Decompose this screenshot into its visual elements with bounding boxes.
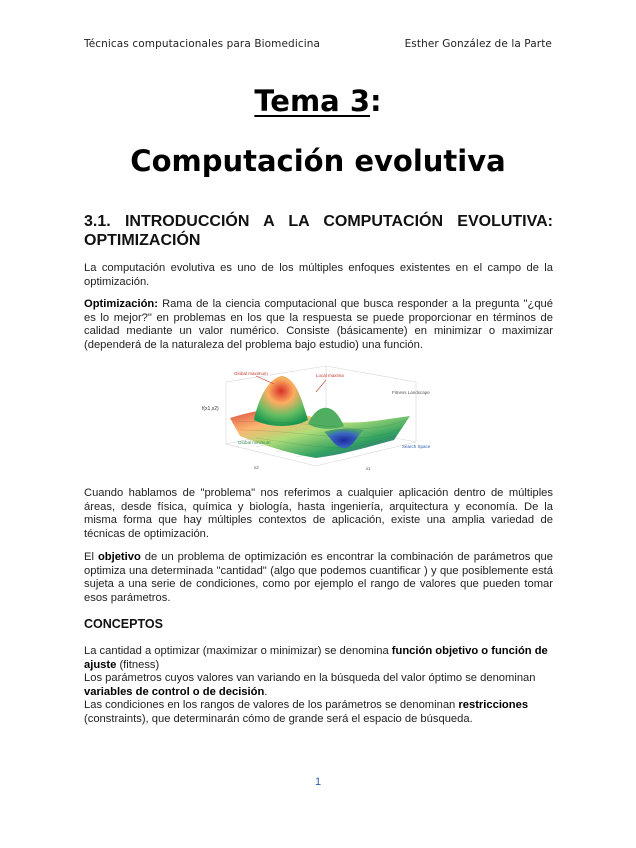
document-title [0,84,636,118]
global-maximum-pointer [256,376,274,384]
objective-paragraph [84,551,553,605]
problem-paragraph [84,487,553,541]
title-colon: : [370,84,382,118]
local-maximum-peak [308,408,344,429]
concept-term: restricciones [458,699,529,712]
concept-text: Los parámetros cuyos valores van variando en la búsqueda del valor óptimo se denominan [84,672,536,685]
optimization-definition [84,298,553,352]
concepts-heading: CONCEPTOS [84,617,163,631]
concept-text: La cantidad a optimizar (maximizar o minimizar) se denomina [84,645,392,657]
label-search-space: Search Space [402,444,431,449]
label-fitness-landscape: Fitness Landscape [392,390,430,395]
fitness-landscape-illustration [196,362,440,482]
section-heading: 3.1. INTRODUCCIÓN A LA COMPUTACIÓN EVOLUTIVA: OPTIMIZACIÓN [84,213,553,249]
label-x1-axis: x1 [366,466,371,471]
objective-term: objetivo [97,551,141,563]
concept-text: (constraints), que determinarán cómo de grande será el espacio de búsqueda. [84,712,473,725]
objective-text: de un problema de optimización es encontrar la combinación de parámetros que optimiza una determinada "cantidad" (algo que podemos cuantificar ) y que posiblemente está sujeta a una serie de condiciones, como por ejemplo el rango de valores que pueden tomar esos parámetros. [84,551,553,604]
label-fxy: f(x1,x2) [202,406,219,412]
definition-text: Rama de la ciencia computacional que busca responder a la pregunta "¿qué es lo mejor?" en problemas en los que la respuesta se puede proporcionar en términos de calidad mediante un valor numérico. Consiste (básicamente) en minimizar o maximizar (dependerá de la naturaleza del problema bajo estudio) una función. [84,298,553,351]
local-maxima-pointer [316,380,326,392]
concept-variables [84,672,553,699]
header-course-title: Técnicas computacionales para Biomedicina [84,38,321,50]
fitness-landscape-figure [196,362,440,482]
definition-term: Optimización: [84,298,158,310]
paragraph-text: La computación evolutiva es uno de los múltiples enfoques existentes en el campo de la optimización. [84,262,553,288]
header-author: Esther González de la Parte [404,38,552,50]
objective-intro: El [84,551,98,563]
document-subtitle: Computación evolutiva [130,144,506,178]
page-header [84,38,552,50]
concept-text: . [264,685,268,698]
concept-fitness [84,645,553,672]
concept-text: Las condiciones en los rangos de valores de los parámetros se denominan [84,699,459,712]
concept-term: variables de control o de decisión [84,685,265,698]
intro-paragraph [84,262,553,289]
label-x2-axis: x2 [254,465,259,470]
concept-term: función objetivo o función de ajuste [84,645,548,671]
global-maximum-peak [254,376,308,426]
paragraph-text: Cuando hablamos de "problema" nos referimos a cualquier aplicación dentro de múltiples áreas, desde física, química y biología, hasta ingeniería, arquitectura y economía. De la misma forma que hay múltiples contextos de aplicación, existe una amplia variedad de técnicas de optimización. [84,487,553,540]
concepts-list [84,645,553,727]
title-topic: Tema 3 [254,84,371,118]
label-global-maximum: Global maximum [234,371,268,376]
label-local-maxima: Local maxima [316,373,344,378]
concept-text: (fitness) [116,658,160,671]
page-number: 1 [314,776,322,788]
label-global-minimum: Global minimum [238,440,271,445]
concept-constraints [84,699,553,726]
